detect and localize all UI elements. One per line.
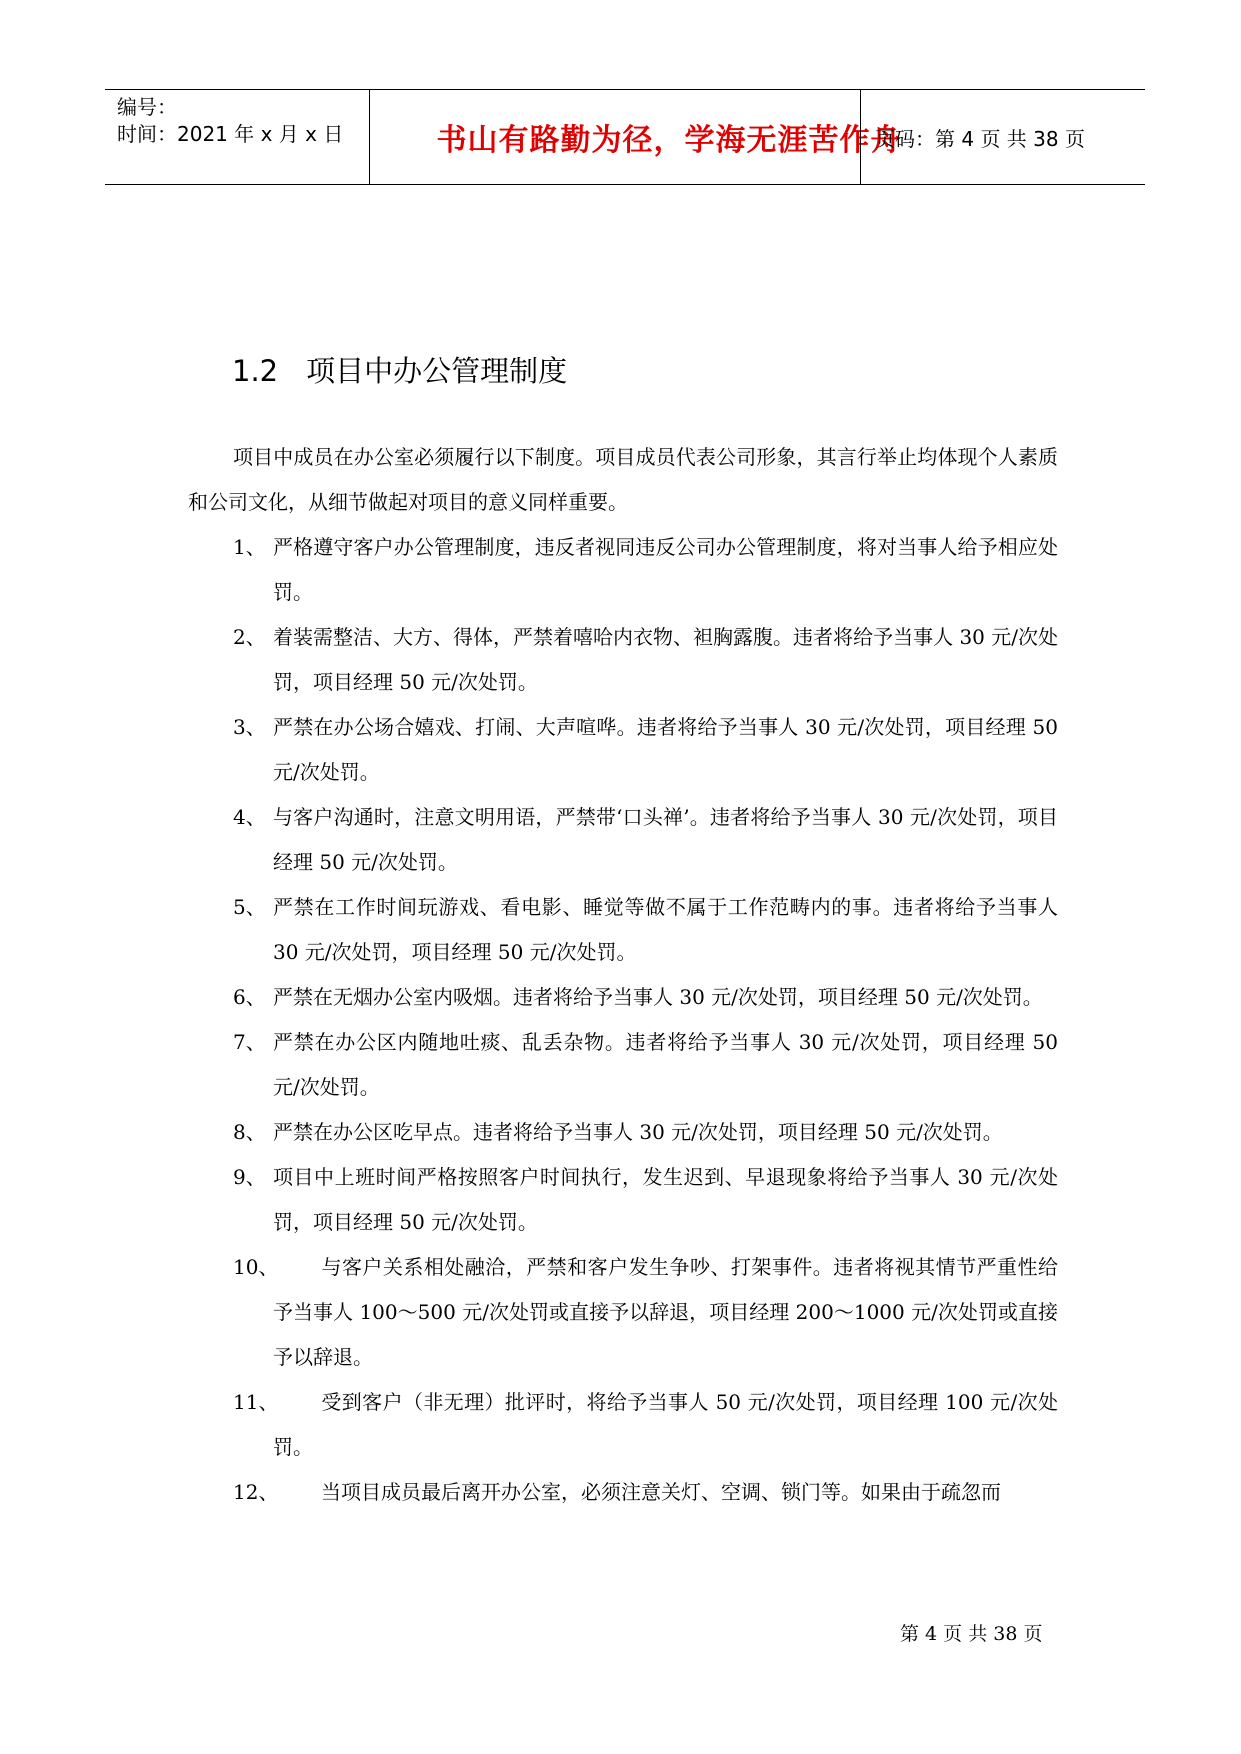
list-item-number: 2、 bbox=[233, 625, 266, 649]
list-item-number: 11、 bbox=[233, 1390, 279, 1414]
list-item bbox=[188, 1020, 1058, 1110]
list-item-text: 当项目成员最后离开办公室，必须注意关灯、空调、锁门等。如果由于疏忽而 bbox=[321, 1480, 1001, 1504]
list-item-text: 严格遵守客户办公管理制度，违反者视同违反公司办公管理制度，将对当事人给予相应处罚。 bbox=[273, 535, 1058, 604]
list-item-number: 9、 bbox=[233, 1165, 266, 1189]
list-item-text: 项目中上班时间严格按照客户时间执行，发生迟到、早退现象将给予当事人 30 元/次处罚，项目经理 50 元/次处罚。 bbox=[273, 1165, 1058, 1234]
list-item-number: 4、 bbox=[233, 805, 266, 829]
list-item bbox=[188, 1155, 1058, 1245]
document-body bbox=[188, 435, 1058, 1515]
header-time-label: 时间：2021 年 x 月 x 日 bbox=[117, 122, 344, 146]
list-item-text: 严禁在工作时间玩游戏、看电影、睡觉等做不属于工作范畴内的事。违者将给予当事人 30 元/次处罚，项目经理 50 元/次处罚。 bbox=[273, 895, 1058, 964]
list-item-text: 与客户关系相处融洽，严禁和客户发生争吵、打架事件。违者将视其情节严重性给予当事人 100～500 元/次处罚或直接予以辞退，项目经理 200～1000 元/次处罚或直接予以辞退。 bbox=[273, 1255, 1058, 1369]
header-divider bbox=[860, 90, 861, 184]
list-item-text: 严禁在办公场合嬉戏、打闹、大声喧哗。违者将给予当事人 30 元/次处罚，项目经理 50 元/次处罚。 bbox=[273, 715, 1058, 784]
list-item bbox=[188, 1110, 1058, 1155]
list-item-number: 6、 bbox=[233, 985, 266, 1009]
list-item bbox=[188, 795, 1058, 885]
header-meta bbox=[117, 94, 362, 148]
list-item-number: 8、 bbox=[233, 1120, 266, 1144]
intro-paragraph: 项目中成员在办公室必须履行以下制度。项目成员代表公司形象，其言行举止均体现个人素质和公司文化，从细节做起对项目的意义同样重要。 bbox=[188, 445, 1058, 514]
list-item-text: 与客户沟通时，注意文明用语，严禁带‘口头禅’。违者将给予当事人 30 元/次处罚，项目经理 50 元/次处罚。 bbox=[273, 805, 1058, 874]
list-item bbox=[188, 975, 1058, 1020]
header-motto: 书山有路勤为径，学海无涯苦作舟 bbox=[436, 123, 902, 158]
list-item-number: 12、 bbox=[233, 1480, 279, 1504]
header-number-label: 编号： bbox=[117, 95, 177, 119]
list-item bbox=[188, 705, 1058, 795]
list-item bbox=[188, 885, 1058, 975]
list-item bbox=[188, 1245, 1058, 1380]
list-item bbox=[188, 1470, 1058, 1515]
list-item-text: 严禁在无烟办公室内吸烟。违者将给予当事人 30 元/次处罚，项目经理 50 元/次处罚。 bbox=[273, 985, 1043, 1009]
section-number: 1.2 bbox=[232, 354, 279, 388]
list-item bbox=[188, 525, 1058, 615]
page-footer: 第 4 页 共 38 页 bbox=[900, 1623, 1043, 1645]
section-title: 项目中办公管理制度 bbox=[306, 354, 568, 388]
list-item bbox=[188, 1380, 1058, 1470]
header-page-label: 页码：第 4 页 共 38 页 bbox=[875, 126, 1085, 151]
section-heading bbox=[232, 349, 567, 390]
list-item-text: 严禁在办公区内随地吐痰、乱丢杂物。违者将给予当事人 30 元/次处罚，项目经理 50 元/次处罚。 bbox=[273, 1030, 1058, 1099]
page-header bbox=[105, 89, 1145, 185]
list-item-text: 着装需整洁、大方、得体，严禁着嘻哈内衣物、袒胸露腹。违者将给予当事人 30 元/次处罚，项目经理 50 元/次处罚。 bbox=[273, 625, 1058, 694]
list-item-text: 受到客户（非无理）批评时，将给予当事人 50 元/次处罚，项目经理 100 元/次处罚。 bbox=[273, 1390, 1058, 1459]
header-divider bbox=[369, 90, 370, 184]
list-item-number: 1、 bbox=[233, 535, 266, 559]
list-item-number: 5、 bbox=[233, 895, 266, 919]
list-item-number: 10、 bbox=[233, 1255, 279, 1279]
list-item-text: 严禁在办公区吃早点。违者将给予当事人 30 元/次处罚，项目经理 50 元/次处罚。 bbox=[273, 1120, 1003, 1144]
list-item-number: 7、 bbox=[233, 1030, 266, 1054]
list-item bbox=[188, 615, 1058, 705]
list-item-number: 3、 bbox=[233, 715, 266, 739]
